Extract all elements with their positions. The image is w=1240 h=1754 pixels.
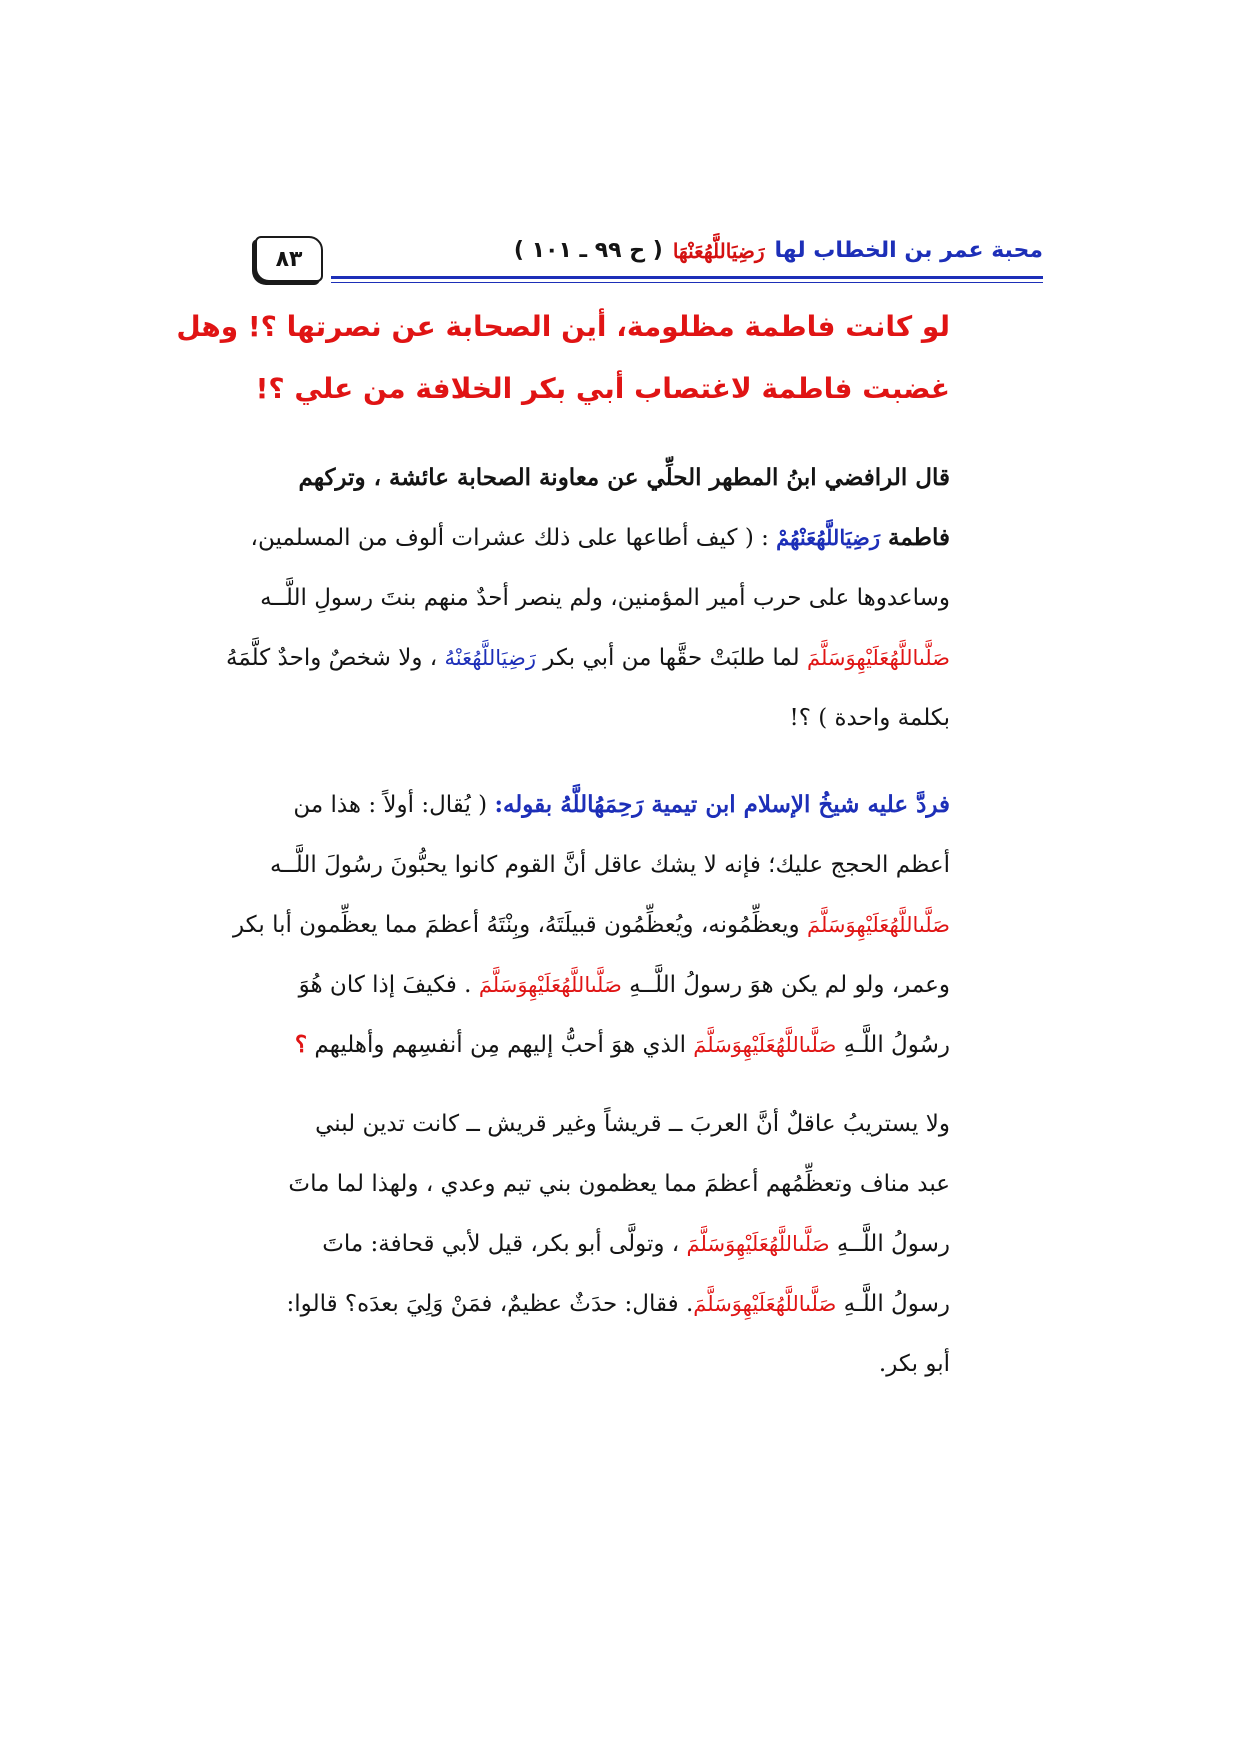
para2-line-4 [248, 955, 950, 1015]
para2-line-5-a: رسُولُ اللَّـهِ [836, 1032, 950, 1058]
para2-intro-2: بقوله: [494, 791, 561, 818]
header-honorific: رَضِيَاللَّهُعَنْهَا [672, 238, 765, 263]
para2-line-4-a: وعمر، ولو لم يكن هوَ رسولُ اللَّــهِ [621, 972, 950, 998]
para1-line-2 [248, 508, 950, 568]
para3-salawat-2: صَلَّىاللَّهُعَلَيْهِوَسَلَّمَ [693, 1292, 837, 1316]
para1-line-4-mid: لما طلبَتْ حقَّها من أبي بكر [535, 645, 807, 671]
para3-line-4-b: . فقال: حدَثٌ عظيمٌ، فمَنْ وَلِيَ بعدَه؟ قالوا: [286, 1291, 694, 1317]
para2-line-1-rest: ( يُقال: أولاً : هذا من [293, 792, 495, 818]
para2-line-1 [248, 775, 950, 835]
para3-line-2: عبد مناف وتعظِّمُهم أعظمَ مما يعظمون بني تيم وعدي ، ولهذا لما ماتَ [288, 1171, 950, 1197]
para2-line-3 [232, 895, 950, 955]
para2-salawat-3: صَلَّىاللَّهُعَلَيْهِوَسَلَّمَ [693, 1033, 837, 1057]
para2-salawat-2: صَلَّىاللَّهُعَلَيْهِوَسَلَّمَ [478, 973, 622, 997]
para3-line-1: ولا يستريبُ عاقلٌ أنَّ العربَ ــ قريشاً وغير قريش ــ كانت تدين لبني [315, 1111, 950, 1137]
header-rule-thin [331, 282, 1043, 283]
para1-line-3: وساعدوها على حرب أمير المؤمنين، ولم ينصر أحدٌ منهم بنتَ رسولِ اللَّــه [260, 585, 950, 611]
para2-line-5-b: الذي هوَ أحبُّ إليهم مِن أنفسِهم وأهليهم [307, 1032, 694, 1058]
para3-line-4-a: رسولُ اللَّـهِ [836, 1291, 950, 1317]
para1-line-2-rest: : ( كيف أطاعها على ذلك عشرات ألوف من المسلمين، [250, 525, 777, 551]
para3-line-3-b: ، وتولَّى أبو بكر، قيل لأبي قحافة: ماتَ [322, 1231, 687, 1257]
para2-line-5 [248, 1015, 950, 1075]
para3-line-3-a: رسولُ اللَّــهِ [829, 1231, 950, 1257]
section-heading [176, 296, 950, 420]
para2-intro: فردَّ عليه شيخُ الإسلام ابن تيمية [643, 791, 950, 818]
paragraph-ibn-taymiyya-reply [232, 775, 950, 1075]
paragraph-rafidi-claim [226, 448, 950, 748]
header-title [514, 238, 1043, 263]
para1-fatima: فاطمة [880, 524, 950, 551]
paragraph-quraysh [248, 1094, 950, 1394]
para2-line-3-rest: ويعظِّمُونه، ويُعظِّمُون قبيلَتَهُ، وبِنْتَهُ أعظمَ مما يعظِّمون أبا بكر [232, 912, 807, 938]
para2-honorific: رَحِمَهُاللَّهُ [560, 791, 644, 818]
heading-line-2: غضبت فاطمة لاغتصاب أبي بكر الخلافة من علي ؟! [255, 372, 950, 405]
para1-honorific: رَضِيَاللَّهُعَنْهُمْ [776, 525, 881, 550]
para3-line-5: أبو بكر. [878, 1351, 950, 1377]
para1-line-1: قال الرافضي ابنُ المطهر الحلِّي عن معاونة الصحابة عائشة ، وتركهم [298, 464, 950, 491]
para1-line-4 [226, 628, 950, 688]
para3-salawat: صَلَّىاللَّهُعَلَيْهِوَسَلَّمَ [686, 1232, 830, 1256]
para1-line-4-rest: ، ولا شخصٌ واحدٌ كلَّمَهُ [226, 645, 445, 671]
para1-honorific-2: رَضِيَاللَّهُعَنْهُ [444, 646, 536, 670]
para2-line-4-b: . فكيفَ إذا كان هُوَ [298, 972, 479, 998]
para1-line-5: بكلمة واحدة ) ؟! [789, 705, 950, 731]
para3-line-4 [248, 1274, 950, 1334]
para2-line-2: أعظم الحجج عليك؛ فإنه لا يشك عاقل أنَّ القوم كانوا يحبُّونَ رسُولَ اللَّــه [269, 852, 950, 878]
header-title-text: محبة عمر بن الخطاب لها [774, 238, 1043, 263]
header-hadith-reference: ( ح ٩٩ ـ ١٠١ ) [513, 238, 663, 263]
page-number: ٨٣ [255, 236, 323, 282]
para2-question-mark: ؟ [294, 1031, 308, 1058]
header-rule [331, 276, 1043, 279]
para3-line-3 [248, 1214, 950, 1274]
running-header [255, 236, 1043, 292]
heading-line-1: لو كانت فاطمة مظلومة، أين الصحابة عن نصرتها ؟! وهل [176, 310, 950, 343]
para1-salawat: صَلَّىاللَّهُعَلَيْهِوَسَلَّمَ [806, 646, 950, 670]
para2-salawat: صَلَّىاللَّهُعَلَيْهِوَسَلَّمَ [806, 913, 950, 937]
